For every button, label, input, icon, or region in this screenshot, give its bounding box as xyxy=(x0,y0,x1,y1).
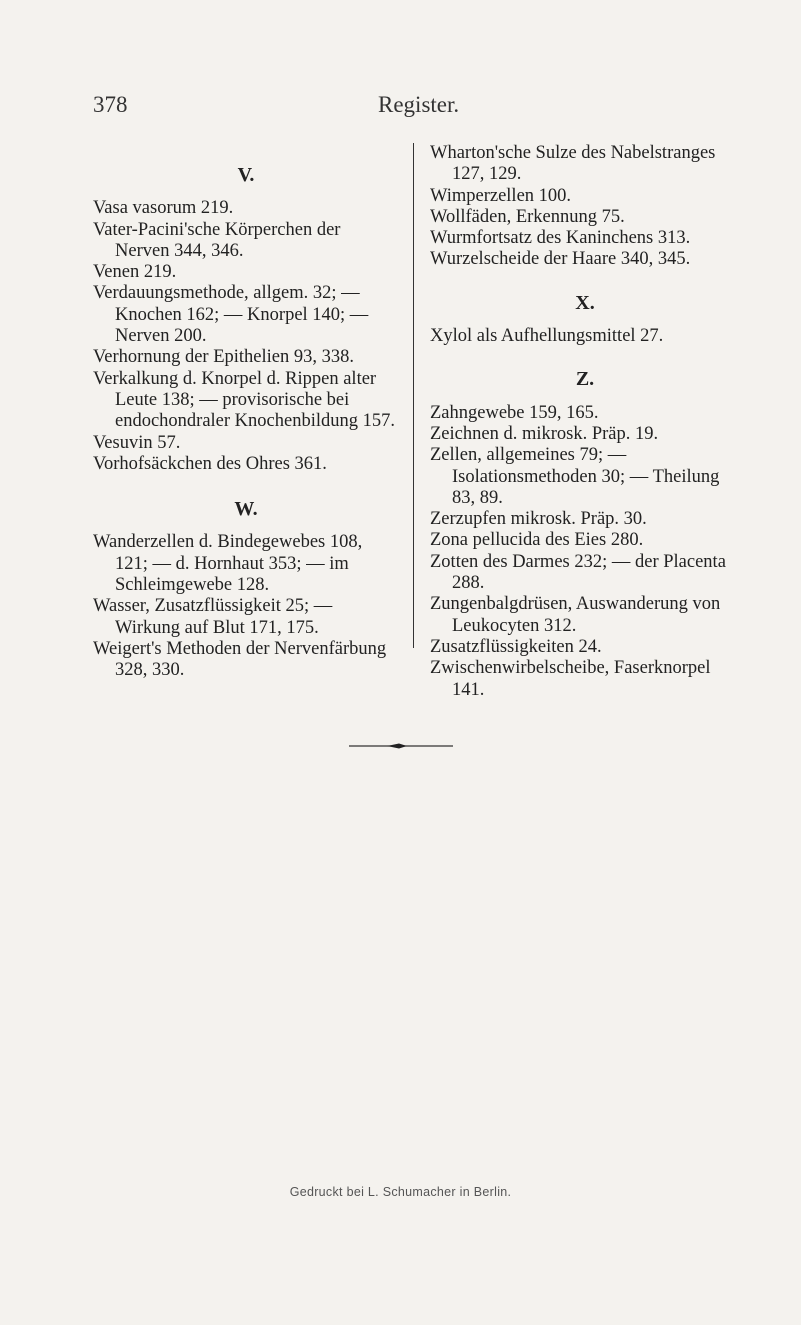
index-entry: Zwischenwirbelscheibe, Faserknorpel 141. xyxy=(430,658,711,700)
index-entry: Vasa vasorum 219. xyxy=(93,198,234,219)
index-entry: Zungenbalgdrüsen, Auswanderung von Leukocyten 312. xyxy=(430,594,721,636)
index-entry: Vesuvin 57. xyxy=(93,432,181,453)
index-entry: Weigert's Methoden der Nervenfärbung 328, 330. xyxy=(93,638,387,681)
index-entry: Venen 219. xyxy=(93,262,177,283)
index-entry: Verhornung der Epithelien 93, 338. xyxy=(93,347,354,368)
section-letter-v: V. xyxy=(237,164,255,186)
index-entry: Verkalkung d. Knorpel d. Rippen alter Leute 138; — provisorische bei endochondraler Knochenbildung 157. xyxy=(93,368,395,432)
index-entry: Zeichnen d. mikrosk. Präp. 19. xyxy=(430,423,659,444)
index-entry: Wurmfortsatz des Kaninchens 313. xyxy=(430,228,691,249)
section-letter-x: X. xyxy=(575,291,595,314)
index-entry: Wharton'sche Sulze des Nabelstranges 127, 129. xyxy=(430,143,716,185)
index-entry: Wimperzellen 100. xyxy=(430,185,572,206)
index-column-right xyxy=(430,143,740,701)
index-entry: Wasser, Zusatzflüssigkeit 25; — Wirkung auf Blut 171, 175. xyxy=(93,596,333,638)
section-letter-w: W. xyxy=(234,498,258,521)
index-entry: Zusatzflüssigkeiten 24. xyxy=(430,636,602,657)
index-entry: Verdauungsmethode, allgem. 32; — Knochen 162; — Knorpel 140; — Nerven 200. xyxy=(93,283,369,347)
column-divider xyxy=(413,143,414,648)
printer-imprint: Gedruckt bei L. Schumacher in Berlin. xyxy=(289,1185,512,1199)
index-entry: Zerzupfen mikrosk. Präp. 30. xyxy=(430,509,647,530)
index-entry: Xylol als Aufhellungsmittel 27. xyxy=(430,326,664,347)
end-ornament-rule xyxy=(349,742,453,750)
index-entry: Wollfäden, Erkennung 75. xyxy=(430,206,625,227)
index-entry: Wanderzellen d. Bindegewebes 108, 121; — d. Hornhaut 353; — im Schleimgewebe 128. xyxy=(93,532,363,596)
index-entry: Wurzelscheide der Haare 340, 345. xyxy=(430,249,691,270)
running-head: Register. xyxy=(378,92,460,117)
index-entry: Zahngewebe 159, 165. xyxy=(430,402,599,423)
index-entry: Zotten des Darmes 232; — der Placenta 288. xyxy=(430,551,726,594)
index-entry: Zona pellucida des Eies 280. xyxy=(430,530,644,551)
index-entry: Zellen, allgemeines 79; — Isolationsmethoden 30; — Theilung 83, 89. xyxy=(430,445,720,508)
index-column-left xyxy=(93,143,399,682)
section-letter-z: Z. xyxy=(575,368,595,391)
page-number: 378 xyxy=(93,92,128,117)
index-entry: Vorhofsäckchen des Ohres 361. xyxy=(93,453,327,474)
index-entry: Vater-Pacini'sche Körperchen der Nerven 344, 346. xyxy=(93,219,341,261)
